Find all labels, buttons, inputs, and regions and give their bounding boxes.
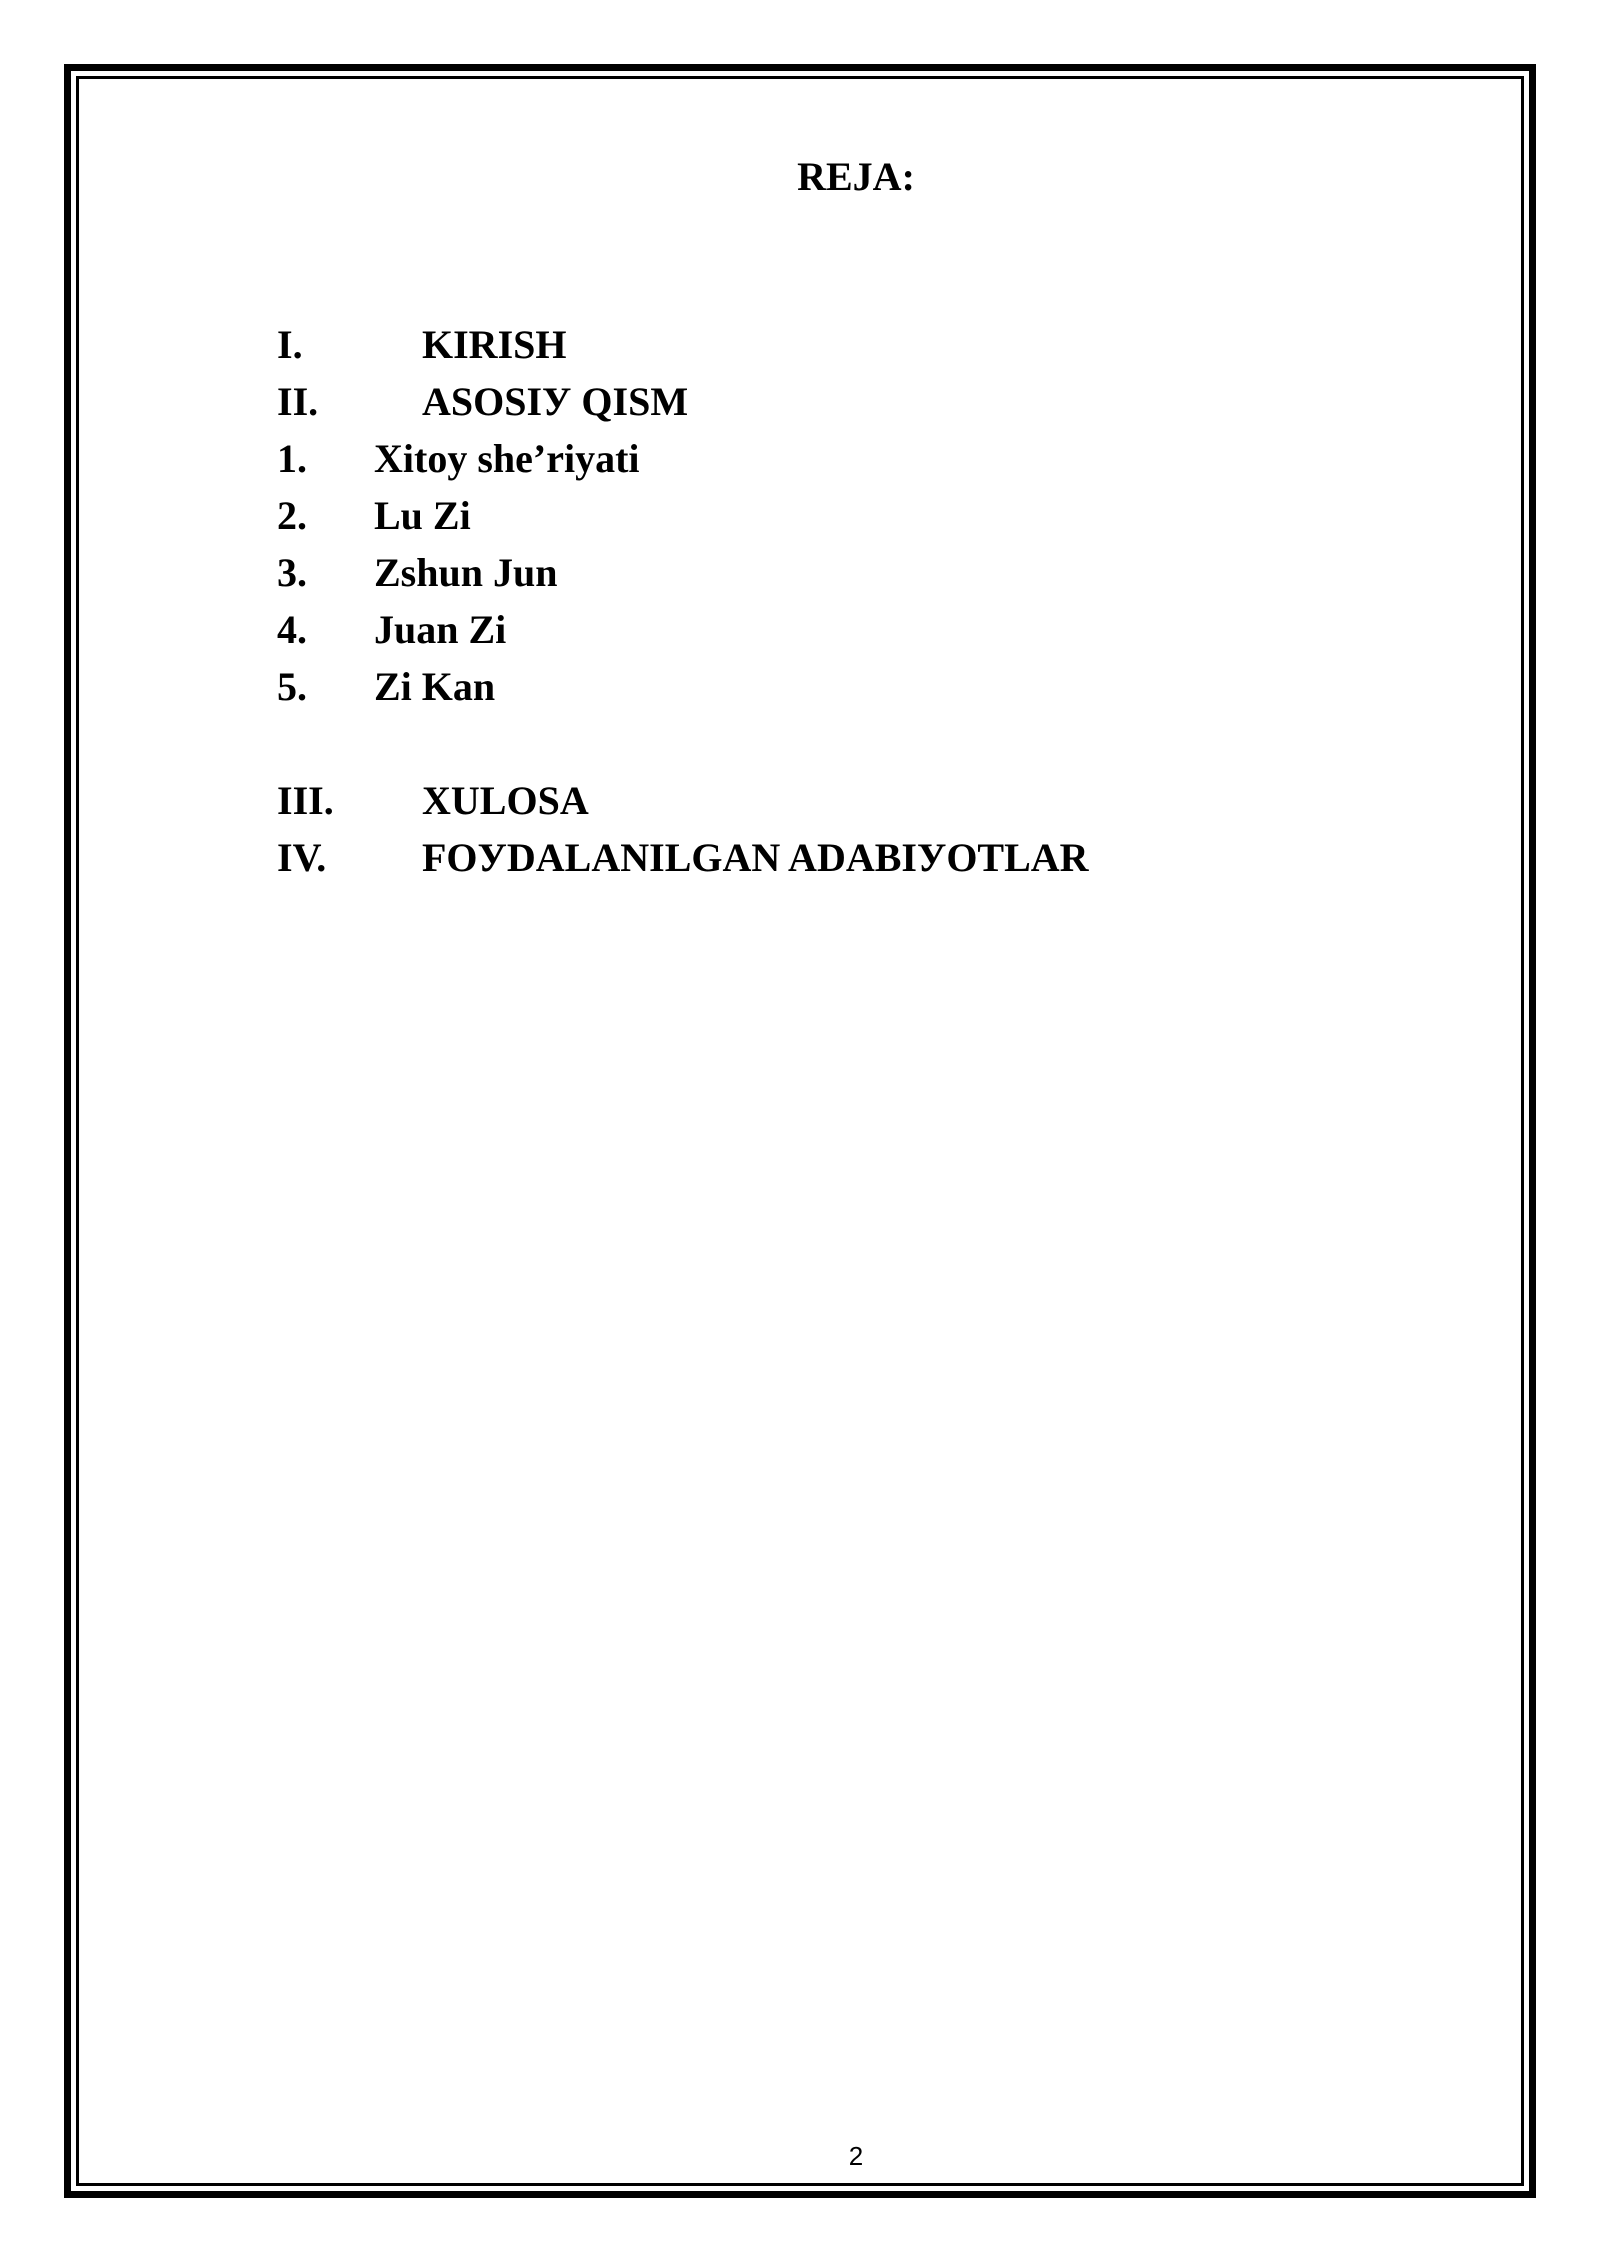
outline-label: KIRISH xyxy=(422,322,567,367)
outline-label: Zshun Jun xyxy=(374,550,558,595)
page-number: 2 xyxy=(848,2141,864,2171)
outline-number: 1. xyxy=(277,436,307,481)
outline-label: Lu Zi xyxy=(374,493,471,538)
outline-label: FOУDALANILGAN ADABIУOTLAR xyxy=(422,835,1089,880)
outline-label: Xitoy she’riyati xyxy=(374,436,640,481)
page-title: REJA: xyxy=(797,154,915,199)
outline-label: XULOSA xyxy=(422,778,589,823)
outline-label: Juan Zi xyxy=(374,607,507,652)
outline-number: 3. xyxy=(277,550,307,595)
outline-number: 4. xyxy=(277,607,307,652)
outline-number: III. xyxy=(277,778,334,823)
outline-number: II. xyxy=(277,379,319,424)
outline-label: Zi Kan xyxy=(374,664,496,709)
outline-number: 5. xyxy=(277,664,307,709)
outline-number: 2. xyxy=(277,493,307,538)
outline-label: ASOSIУ QISM xyxy=(422,379,689,424)
outline-number: I. xyxy=(277,322,303,367)
outline-number: IV. xyxy=(277,835,327,880)
